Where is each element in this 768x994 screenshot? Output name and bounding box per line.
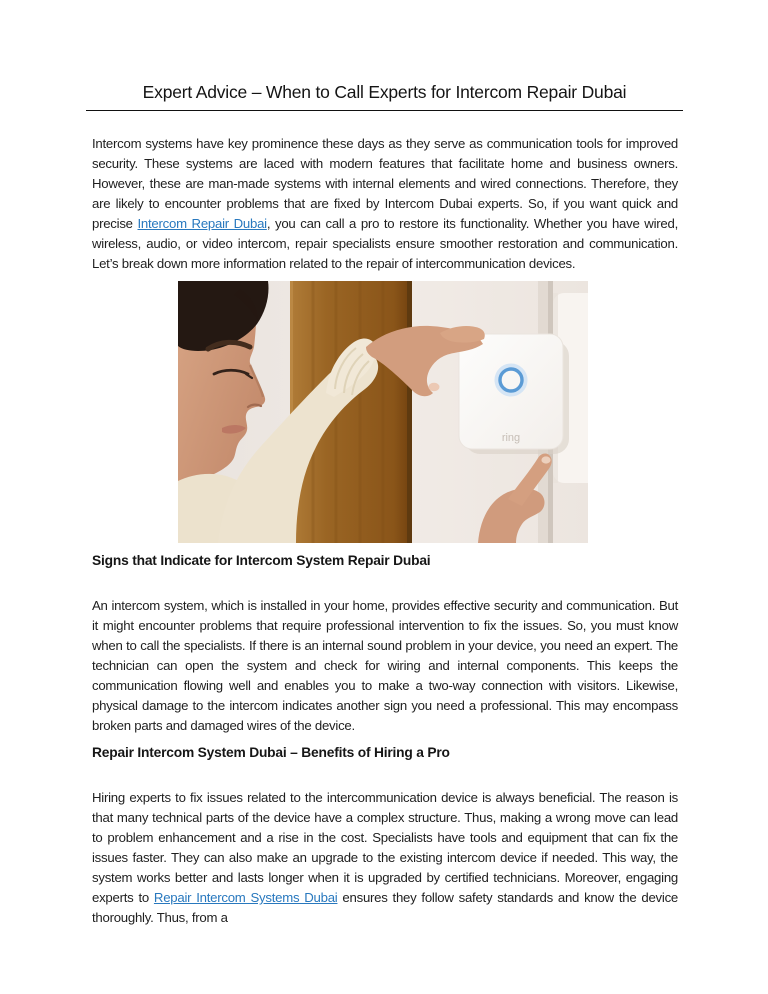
paragraph-benefits-text-1: Hiring experts to fix issues related to the intercommunication device is always beneficial. The reason is that many technical parts of the device have a complex structure. Thus, making a wrong move can lead to problem enhancement and a rise in the cost. Specialists have tools and equipment that can fix the issues faster. They can also make an upgrade to the existing intercom device if needed. This way, the system works better and lasts longer when it is upgraded by certified technicians. Moreover, engaging experts to	[92, 790, 678, 906]
heading-signs: Signs that Indicate for Intercom System Repair Dubai	[92, 553, 431, 568]
paragraph-benefits	[92, 788, 678, 928]
paragraph-intro-text-2: , you can call a pro to restore its functionality. Whether you have wired, wireless, audio, or video intercom, repair specialists ensure smoother restoration and communication. Let’s break down more information related to the repair of intercommunication devices.	[92, 216, 678, 272]
intercom-device	[459, 334, 569, 454]
paragraph-intro	[92, 134, 678, 274]
device-brand-text: ring	[501, 432, 521, 444]
repair-intercom-systems-dubai-link[interactable]: Repair Intercom Systems Dubai	[153, 890, 338, 906]
intercom-photo-illustration	[178, 281, 588, 543]
paragraph-benefits-text-2: ensures they follow safety standards and know the device thoroughly. Thus, from a	[92, 890, 678, 926]
heading-benefits: Repair Intercom System Dubai – Benefits of Hiring a Pro	[92, 745, 450, 760]
article-photo-intercom	[178, 281, 588, 543]
paragraph-intro-text-1: Intercom systems have key prominence these days as they serve as communication tools for improved security. These systems are laced with modern features that facilitate home and business owners. However, these are man-made systems with internal elements and wired connections. Therefore, they are likely to encounter problems that are fixed by Intercom Dubai experts. So, if you want quick and precise	[92, 136, 678, 232]
intercom-repair-dubai-link[interactable]: Intercom Repair Dubai	[137, 216, 267, 232]
page-title: Expert Advice – When to Call Experts for Intercom Repair Dubai	[86, 82, 683, 111]
paragraph-signs: An intercom system, which is installed in your home, provides effective security and communication. But it might encounter problems that require professional intervention to fix the issues. So, you must know when to call the specialists. If there is an internal sound problem in your device, you need an expert. The technician can open the system and check for wiring and internal components. This keeps the communication flowing well and enables you to make a two-way connection with visitors. Likewise, physical damage to the intercom indicates another sign you need a professional. This may encompass broken parts and damaged wires of the device.	[92, 598, 678, 734]
